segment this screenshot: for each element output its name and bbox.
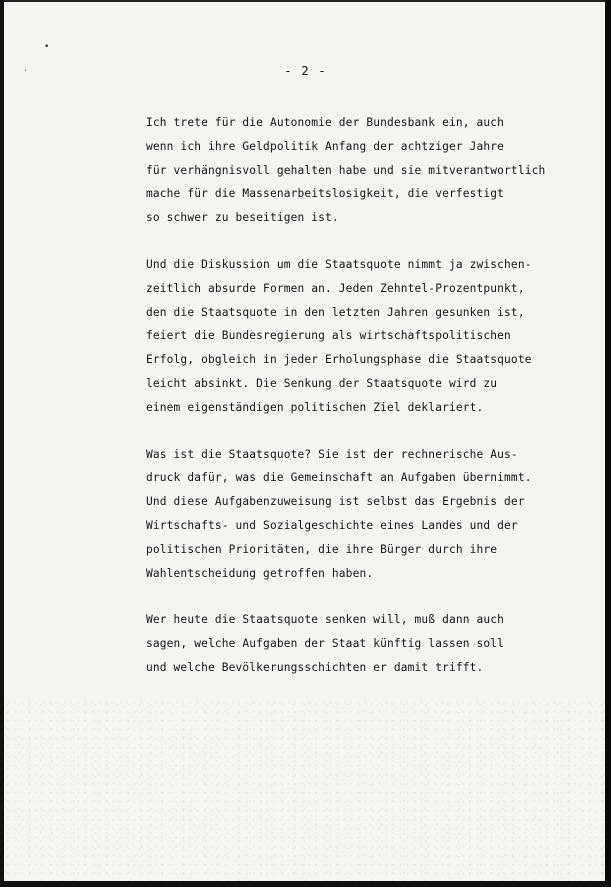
text-line: sagen, welche Aufgaben der Staat künftig lassen soll (146, 637, 505, 651)
paragraph (146, 443, 566, 586)
text-line: druck dafür, was die Gemeinschaft an Aufgaben übernimmt. (146, 471, 532, 485)
text-line: so schwer zu beseitigen ist. (146, 211, 339, 225)
text-line: Und diese Aufgabenzuweisung ist selbst das Ergebnis der (146, 495, 525, 509)
text-line: Ich trete für die Autonomie der Bundesbank ein, auch (146, 116, 505, 129)
text-line: einem eigenständigen politischen Ziel deklariert. (146, 400, 484, 414)
text-line: mache für die Massenarbeitslosigkeit, die verfestigt (146, 187, 505, 201)
scan-border-top (0, 0, 611, 2)
paragraph (146, 253, 566, 420)
text-line: Was ist die Staatsquote? Sie ist der rechnerische Aus- (146, 447, 518, 461)
scan-noise (0, 700, 611, 887)
text-line: für verhängnisvoll gehalten habe und sie mitverantwortlich (146, 163, 546, 177)
text-line: leicht absinkt. Die Senkung der Staatsquote wird zu (146, 376, 498, 390)
text-line: wenn ich ihre Geldpolitik Anfang der achtziger Jahre (146, 139, 505, 153)
text-line: zeitlich absurde Formen an. Jeden Zehntel-Prozentpunkt, (146, 281, 525, 295)
text-line: Wirtschafts- und Sozialgeschichte eines Landes und der (146, 518, 518, 532)
text-line: Wahlentscheidung getroffen haben. (146, 566, 374, 580)
text-line: den die Staatsquote in den letzten Jahren gesunken ist, (146, 305, 525, 319)
body-text (146, 111, 566, 703)
text-line: Und die Diskussion um die Staatsquote nimmt ja zwischen- (146, 257, 532, 271)
text-line: Erfolg, obgleich in jeder Erholungsphase die Staatsquote (146, 353, 532, 367)
page-number: - 2 - (284, 63, 327, 78)
text-line: Wer heute die Staatsquote senken will, muß dann auch (146, 613, 505, 627)
scan-speck: • (44, 42, 50, 52)
text-line: politischen Prioritäten, die ihre Bürger durch ihre (146, 542, 498, 556)
paragraph (146, 111, 566, 230)
text-line: feiert die Bundesregierung als wirtschaftspolitischen (146, 329, 511, 343)
paragraph (146, 608, 566, 679)
scan-speck: · (24, 66, 27, 76)
text-line: und welche Bevölkerungsschichten er damit trifft. (146, 660, 484, 674)
